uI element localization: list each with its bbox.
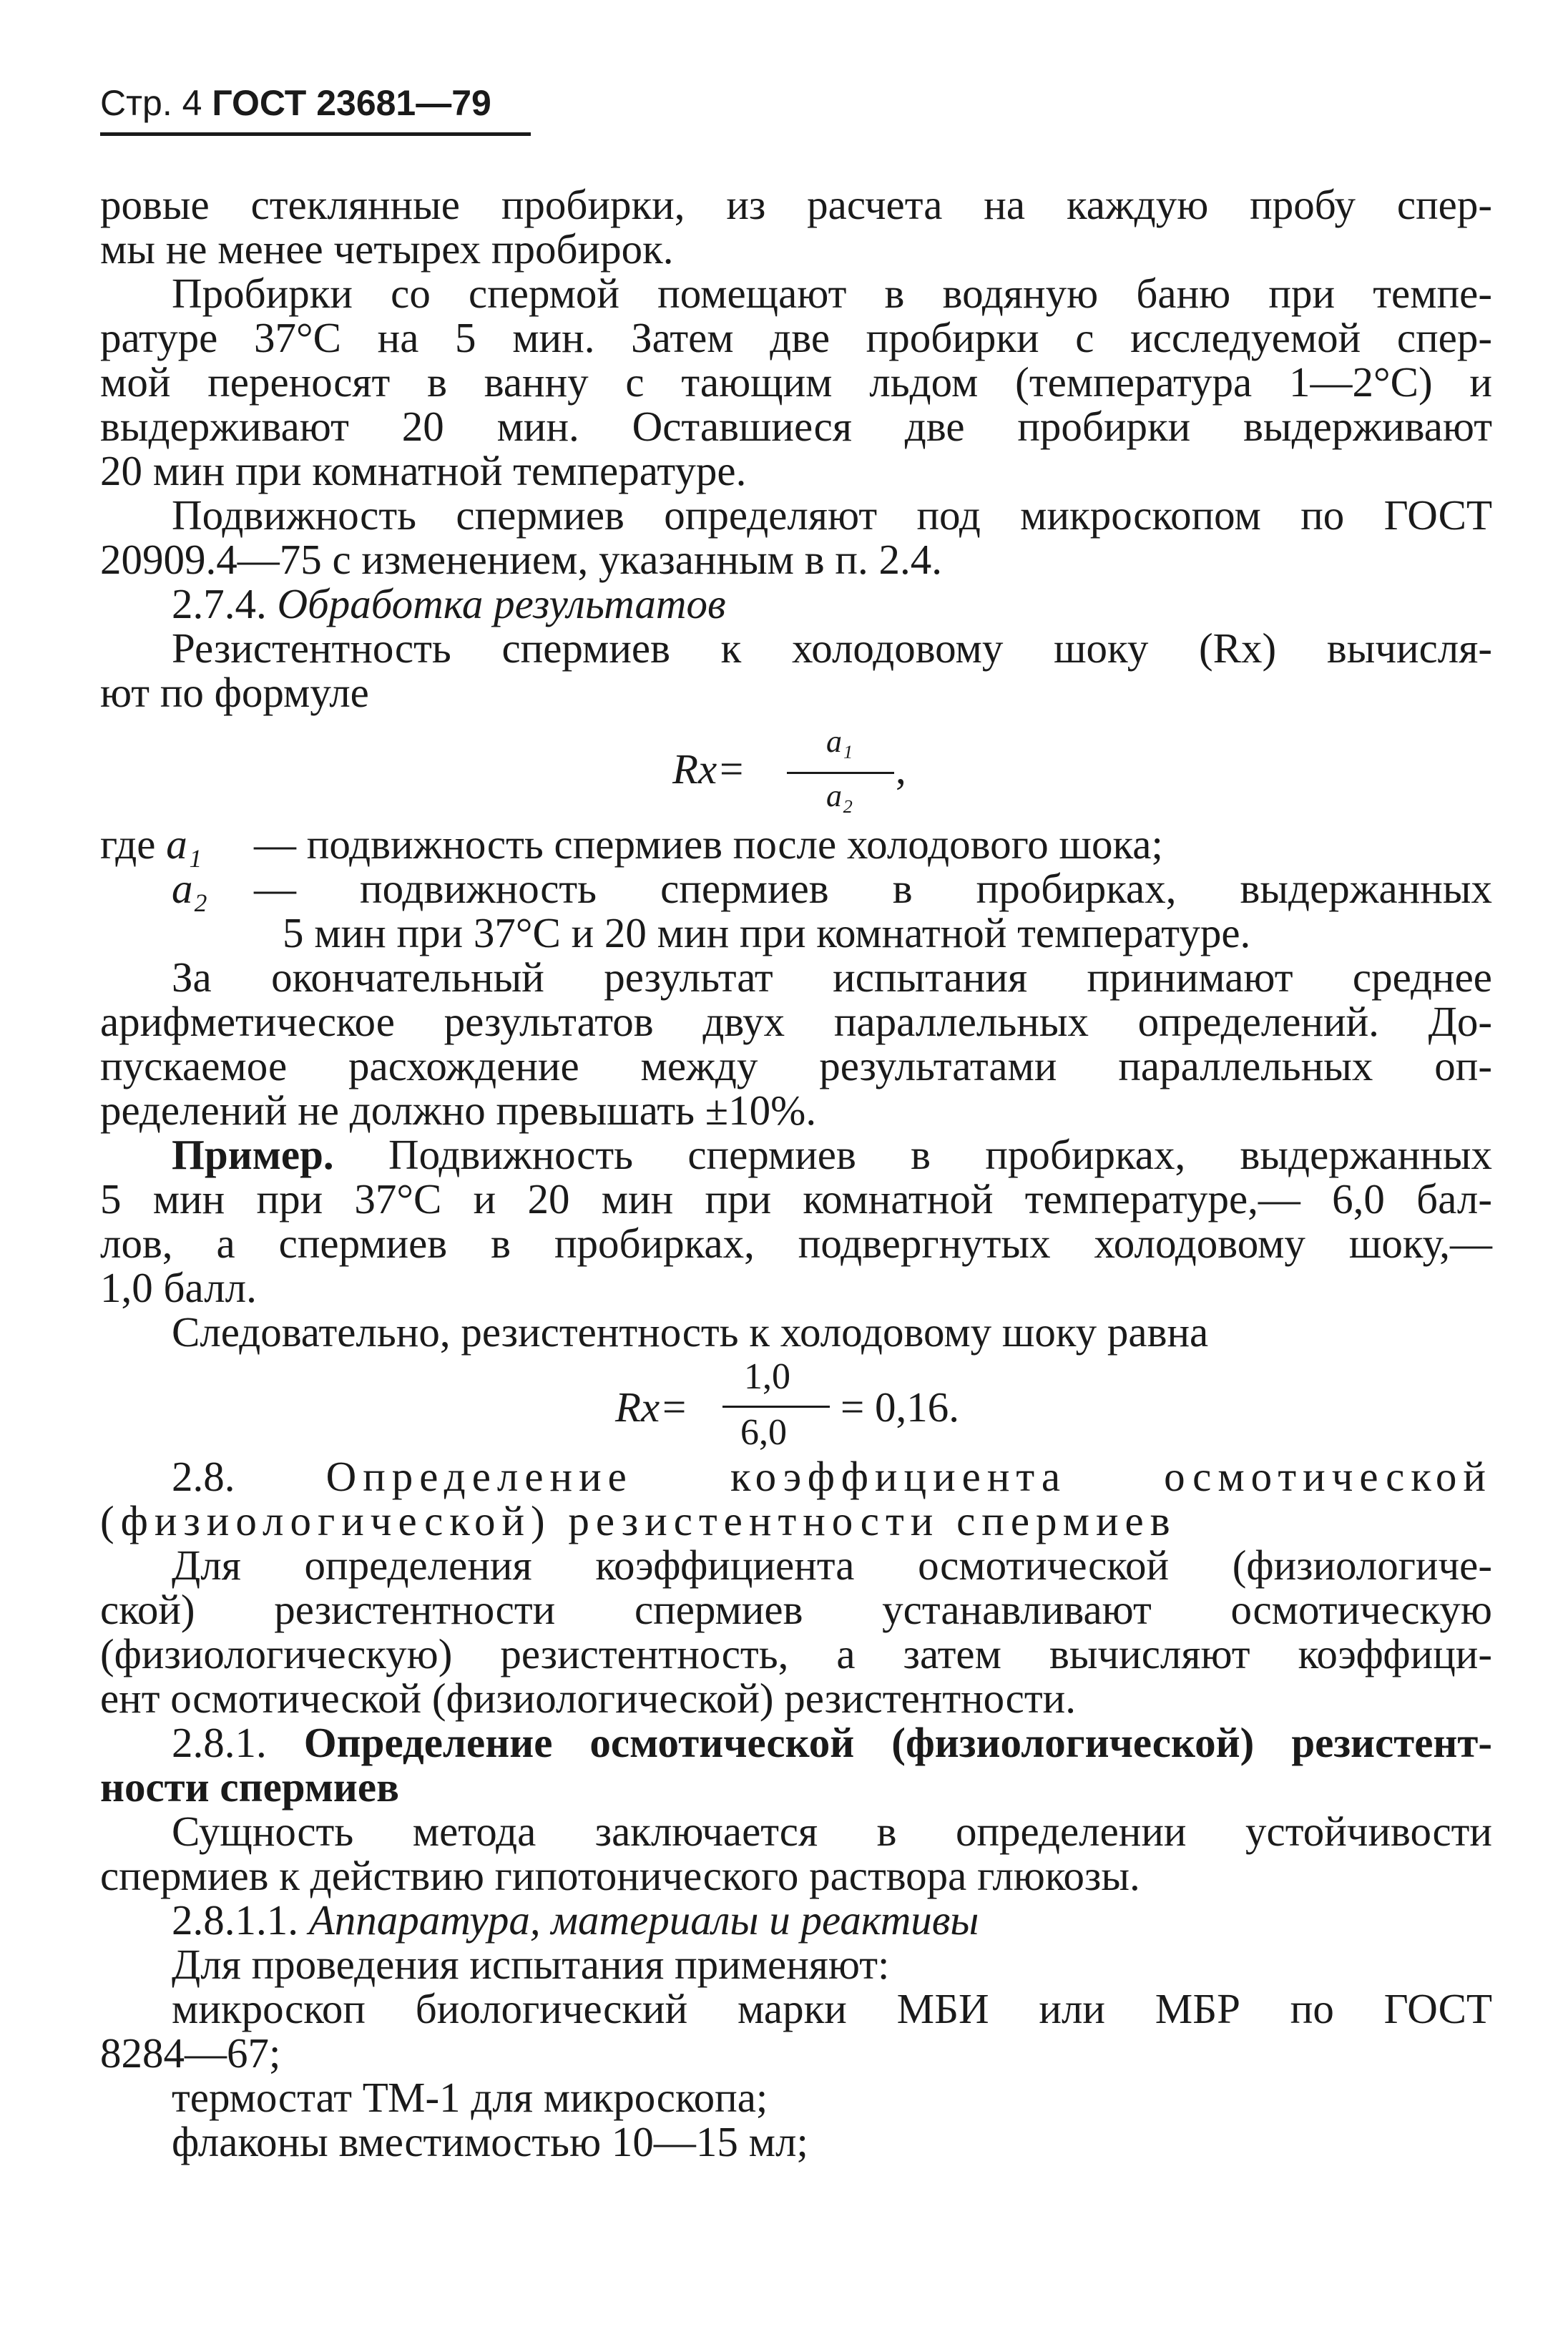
- example-first-line: [100, 1132, 1492, 1177]
- text-line: (физиологическую) резистентность, а затем вычисляют коэффици-: [100, 1630, 1492, 1677]
- formula-numerator: 1,0: [744, 1356, 790, 1397]
- text-line: 20909.4—75 с изменением, указанным в п. 2.4.: [100, 536, 942, 583]
- section-title: Определение коэффициента осмотической: [325, 1453, 1493, 1500]
- definition-text: — подвижность спермиев после холодового шока;: [254, 820, 1163, 868]
- fraction-bar: [787, 772, 894, 774]
- section-title: Обработка результатов: [277, 580, 726, 627]
- document-body: [100, 182, 1492, 2164]
- section-title: Определение осмотической (физиологической) резистент-: [303, 1719, 1493, 1766]
- text-line: мой переносят в ванну с тающим льдом (температура 1—2°С) и: [100, 358, 1492, 406]
- text-line: ской) резистентности спермиев устанавливают осмотическую: [100, 1586, 1492, 1633]
- list-item: термостат ТМ-1 для микроскопа;: [172, 2074, 768, 2121]
- text-line: выдерживают 20 мин. Оставшиеся две пробирки выдерживают: [100, 403, 1492, 450]
- list-item: флаконы вместимостью 10—15 мл;: [172, 2118, 808, 2165]
- section-title-cont: (физиологической) резистентности спермиев: [100, 1497, 1177, 1544]
- text-line: 5 мин при 37°С и 20 мин при комнатной температуре,— 6,0 бал-: [100, 1175, 1492, 1223]
- formula-lhs: Rх=: [615, 1383, 689, 1431]
- text-line: Следовательно, резистентность к холодовому шоку равна: [172, 1308, 1209, 1356]
- formula-lhs: Rх=: [672, 745, 746, 793]
- text-line: пускаемое расхождение между результатами параллельных оп-: [100, 1042, 1492, 1089]
- text-line: Сущность метода заключается в определении устойчивости: [172, 1808, 1492, 1855]
- text-line: арифметическое результатов двух параллельных определений. До-: [100, 998, 1492, 1045]
- definition-text: — подвижность спермиев в пробирках, выдержанных: [254, 865, 1492, 912]
- section-title: Аппаратура, материалы и реактивы: [308, 1896, 979, 1944]
- section-number: 2.8.1.: [172, 1719, 267, 1766]
- text-line: ределений не должно превышать ±10%.: [100, 1087, 817, 1134]
- section-number: 2.8.: [172, 1453, 235, 1500]
- text-line: спермиев к действию гипотонического раствора глюкозы.: [100, 1852, 1140, 1899]
- text-line: Резистентность спермиев к холодовому шоку (Rх) вычисля-: [172, 624, 1492, 672]
- definition-term: a₁: [166, 820, 202, 868]
- formula-example: [100, 1354, 1492, 1454]
- example-text: Подвижность спермиев в пробирках, выдержанных: [388, 1131, 1493, 1178]
- section-heading-2-8: [100, 1454, 1492, 1499]
- section-number: 2.8.1.1.: [172, 1896, 298, 1944]
- definition-a1: [100, 822, 1492, 866]
- fraction-bar: [722, 1406, 830, 1408]
- formula-resistance: [100, 715, 1492, 822]
- formula-tail: ,: [896, 745, 906, 793]
- text-line: За окончательный результат испытания принимают среднее: [172, 954, 1492, 1001]
- definition-term: a₂: [172, 865, 208, 912]
- section-heading-2-8-1: [100, 1720, 1492, 1765]
- definition-lead: где: [100, 820, 156, 868]
- text-line: ент осмотической (физиологической) резистентности.: [100, 1675, 1076, 1722]
- text-line: ровые стеклянные пробирки, из расчета на каждую пробу спер-: [100, 181, 1492, 228]
- formula-numerator: a₁: [826, 724, 853, 759]
- page-header: [100, 80, 529, 126]
- text-line: Для проведения испытания применяют:: [172, 1941, 890, 1988]
- text-line: мы не менее четырех пробирок.: [100, 225, 674, 273]
- text-line: ратуре 37°С на 5 мин. Затем две пробирки с исследуемой спер-: [100, 314, 1492, 361]
- definition-a2: [100, 866, 1492, 911]
- text-line: 20 мин при комнатной температуре.: [100, 447, 747, 494]
- text-line: 1,0 балл.: [100, 1264, 257, 1311]
- text-line: Подвижность спермиев определяют под микроскопом по ГОСТ: [172, 491, 1492, 539]
- text-line: лов, а спермиев в пробирках, подвергнутых холодовому шоку,—: [100, 1220, 1492, 1267]
- text-line: ют по формуле: [100, 669, 369, 716]
- formula-tail: = 0,16.: [841, 1383, 960, 1431]
- standard-number: ГОСТ 23681—79: [212, 83, 491, 123]
- section-heading-2-8-1-1: [100, 1898, 1492, 1942]
- formula-denominator: 6,0: [740, 1412, 787, 1453]
- definition-a2-cont: [100, 911, 1492, 955]
- formula-denominator: a₂: [826, 778, 853, 813]
- section-title-cont: ности спермиев: [100, 1763, 399, 1811]
- page-number: Стр. 4: [100, 83, 202, 123]
- text-line: Пробирки со спермой помещают в водяную баню при темпе-: [172, 270, 1492, 317]
- header-rule: [100, 132, 531, 136]
- section-heading-2-7-4: [100, 582, 1492, 626]
- list-item: 8284—67;: [100, 2029, 281, 2077]
- list-item: микроскоп биологический марки МБИ или МБР по ГОСТ: [172, 1985, 1492, 2032]
- definition-text: 5 мин при 37°С и 20 мин при комнатной температуре.: [283, 909, 1251, 956]
- text-line: Для определения коэффициента осмотической (физиологиче-: [172, 1542, 1492, 1589]
- section-number: 2.7.4.: [172, 580, 267, 627]
- example-label: Пример.: [172, 1131, 334, 1178]
